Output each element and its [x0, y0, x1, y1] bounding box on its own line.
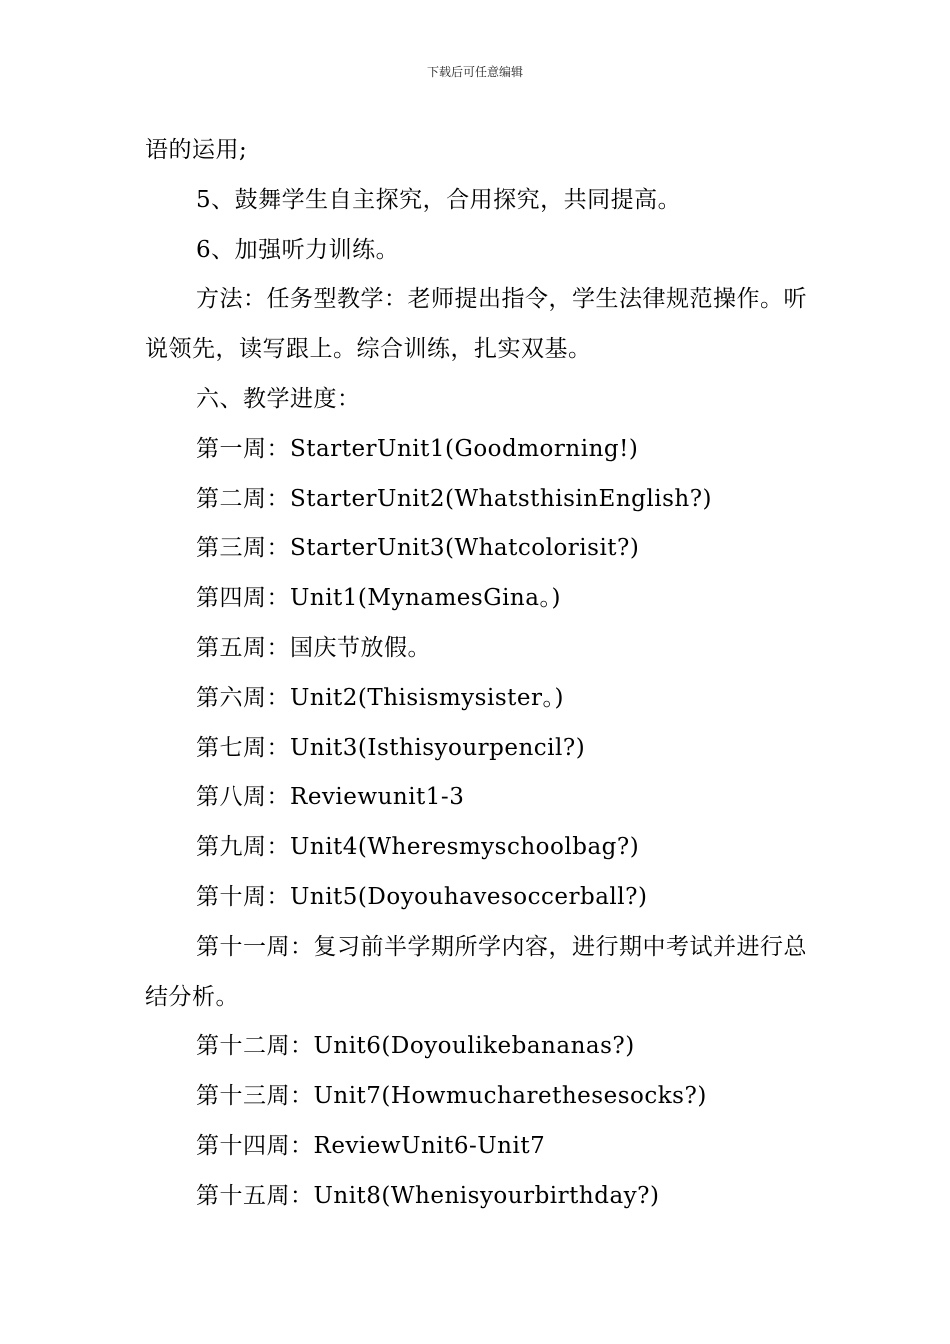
schedule-week-3: 第三周：StarterUnit3(Whatcolorisit?) [196, 535, 640, 562]
paragraph-method: 方法：任务型教学：老师提出指令，学生法律规范操作。听说领先，读写跟上。综合训练，扎实双基。 [145, 286, 807, 363]
schedule-week-11: 第十一周：复习前半学期所学内容，进行期中考试并进行总结分析。 [145, 933, 807, 1010]
schedule-week-13: 第十三周：Unit7(Howmucharethesesocks?) [196, 1083, 707, 1110]
paragraph-item-5: 5、鼓舞学生自主探究，合用探究，共同提高。 [196, 186, 682, 213]
schedule-week-15: 第十五周：Unit8(Whenisyourbirthday?) [196, 1182, 660, 1209]
schedule-week-5: 第五周：国庆节放假。 [196, 634, 431, 661]
schedule-week-1: 第一周：StarterUnit1(Goodmorning!) [196, 435, 639, 462]
document-body [145, 126, 810, 1222]
schedule-week-6: 第六周：Unit2(Thisismysister。) [196, 684, 564, 711]
section-heading-schedule: 六、教学进度： [196, 385, 361, 412]
schedule-week-4: 第四周：Unit1(MynamesGina。) [196, 585, 561, 612]
schedule-week-7: 第七周：Unit3(Isthisyourpencil?) [196, 734, 586, 761]
paragraph-continuation: 语的运用; [145, 137, 248, 163]
schedule-week-10: 第十周：Unit5(Doyouhavesoccerball?) [196, 883, 648, 910]
page-header: 下载后可任意编辑 [426, 65, 523, 79]
schedule-week-2: 第二周：StarterUnit2(WhatsthisinEnglish?) [196, 485, 713, 512]
schedule-week-12: 第十二周：Unit6(Doyoulikebananas?) [196, 1033, 635, 1060]
paragraph-item-6: 6、加强听力训练。 [196, 236, 400, 263]
schedule-week-9: 第九周：Unit4(Wheresmyschoolbag?) [196, 834, 640, 861]
schedule-week-8: 第八周：Reviewunit1-3 [196, 784, 465, 811]
schedule-week-14: 第十四周：ReviewUnit6-Unit7 [196, 1132, 546, 1159]
